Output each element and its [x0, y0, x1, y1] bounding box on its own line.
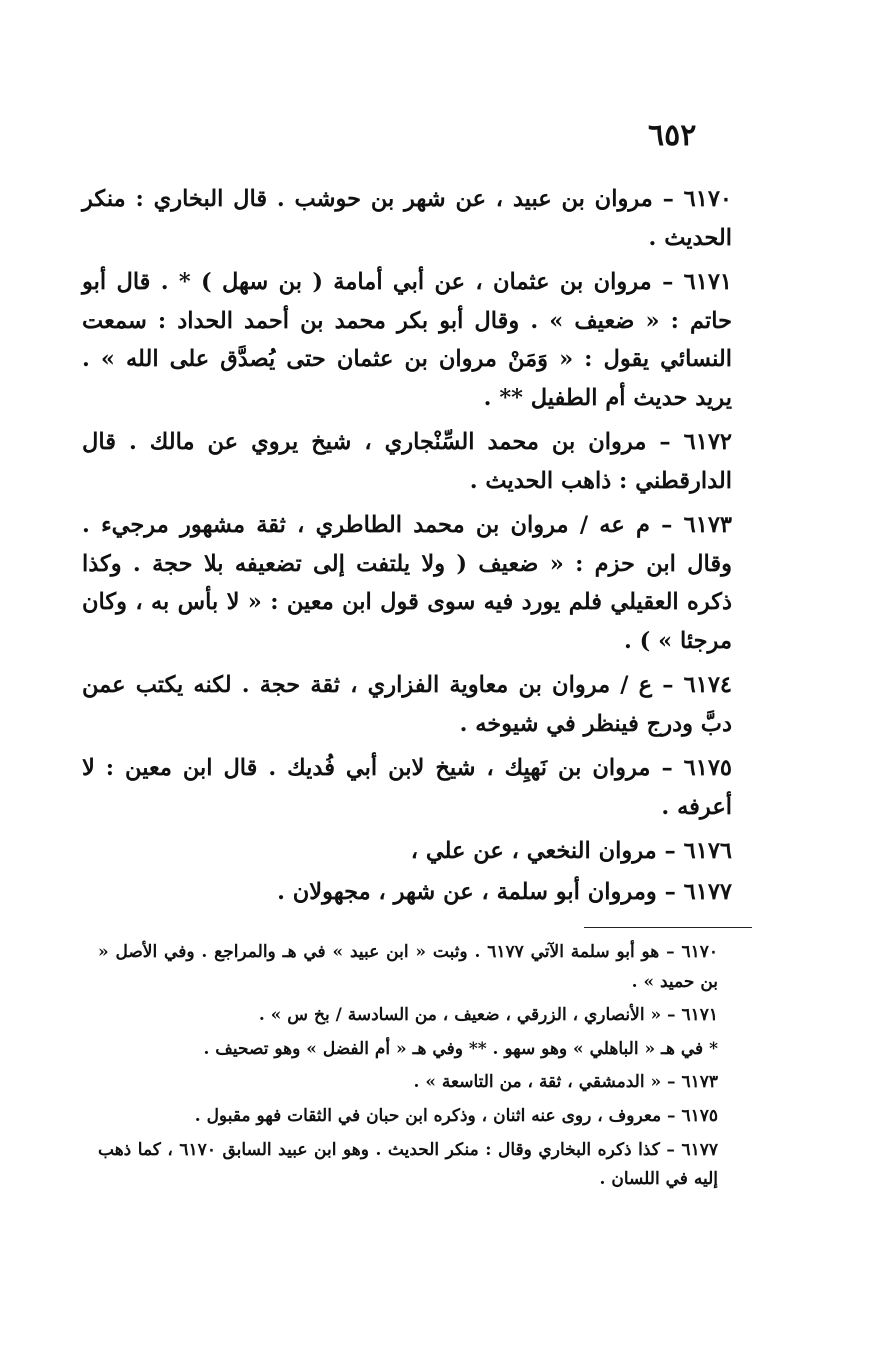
footnote-6175: ٦١٧٥ – معروف ، روى عنه اثنان ، وذكره ابن حبان في الثقات فهو مقبول . — [194, 1105, 718, 1126]
footnote-6170: ٦١٧٠ – هو أبو سلمة الآتي ٦١٧٧ . وثبت « ابن عبيد » في هـ والمراجع . وفي الأصل « بن حميد » . — [98, 942, 718, 992]
entry-6177: ٦١٧٧ – ومروان أبو سلمة ، عن شهر ، مجهولان . — [277, 878, 732, 905]
entry-6174: ٦١٧٤ – ع / مروان بن معاوية الفزاري ، ثقة حجة . لكنه يكتب عمن دبَّ ودرج فينظر في شيوخه . — [82, 672, 732, 737]
entry-6173: ٦١٧٣ – م عه / مروان بن محمد الطاطري ، ثقة مشهور مرجيء . وقال ابن حزم : « ضعيف ( ولا يلتفت إلى تضعيفه بلا حجة . وكذا ذكره العقيلي فلم يورد فيه سوى قول ابن معين : « لا بأس به ، وكان مرجئا » ) . — [82, 512, 732, 654]
entry-6176: ٦١٧٦ – مروان النخعي ، عن علي ، — [410, 838, 732, 864]
entry-6171: ٦١٧١ – مروان بن عثمان ، عن أبي أمامة ( بن سهل ) * . قال أبو حاتم : « ضعيف » . وقال أبو بكر محمد بن أحمد الحداد : سمعت النسائي يقول : « وَمَنْ مروان بن عثمان حتى يُصدَّق على الله » . يريد حديث أم الطفيل ** . — [82, 269, 732, 411]
footnote-6177: ٦١٧٧ – كذا ذكره البخاري وقال : منكر الحديث . وهو ابن عبيد السابق ٦١٧٠ ، كما ذهب إليه في اللسان . — [98, 1139, 718, 1190]
page-number: ٦٥٢ — [648, 118, 697, 153]
entry-6170: ٦١٧٠ – مروان بن عبيد ، عن شهر بن حوشب . قال البخاري : منكر الحديث . — [82, 186, 732, 251]
entry-6172: ٦١٧٢ – مروان بن محمد السِّنْجاري ، شيخ يروي عن مالك . قال الدارقطني : ذاهب الحديث . — [82, 429, 732, 494]
main-text — [82, 180, 732, 913]
footnotes — [98, 938, 718, 1199]
footnote-divider — [584, 927, 752, 928]
entry-6175: ٦١٧٥ – مروان بن نَهيِك ، شيخ لابن أبي فُديك . قال ابن معين : لا أعرفه . — [82, 755, 732, 820]
footnote-asterisks: * في هـ « الباهلي » وهو سهو . ** وفي هـ « أم الفضل » وهو تصحيف . — [203, 1038, 718, 1059]
footnote-6171: ٦١٧١ – « الأنصاري ، الزرقي ، ضعيف ، من السادسة / بخ س » . — [258, 1005, 718, 1026]
footnote-6173: ٦١٧٣ – « الدمشقي ، ثقة ، من التاسعة » . — [413, 1072, 718, 1093]
